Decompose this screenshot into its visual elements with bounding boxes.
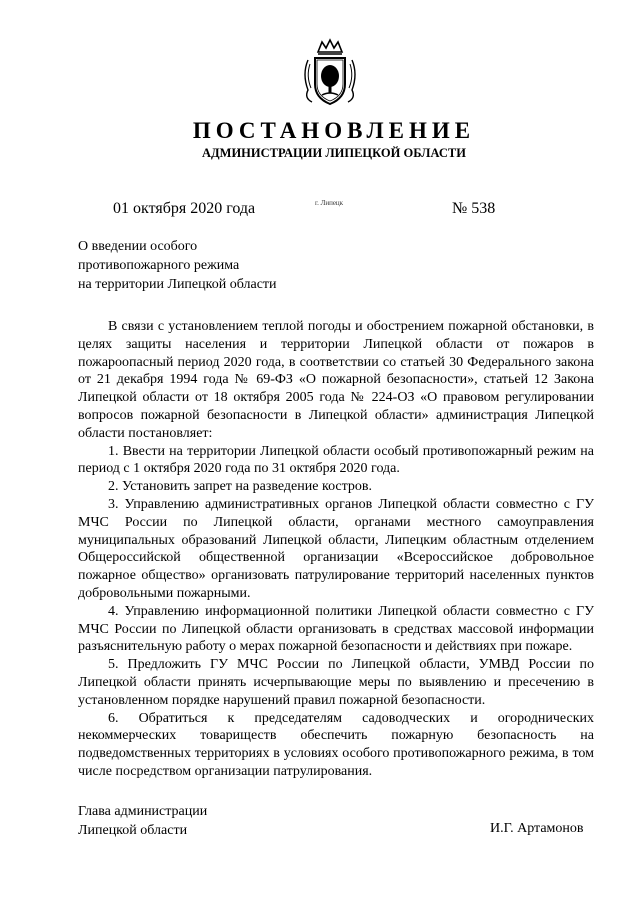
document-title: ПОСТАНОВЛЕНИЕ — [192, 118, 476, 143]
coat-of-arms-icon — [298, 38, 362, 108]
subject-line: противопожарного режима — [78, 258, 240, 273]
subject-line: на территории Липецкой области — [78, 277, 277, 292]
document-place: г. Липецк — [315, 199, 344, 207]
document-subtitle: АДМИНИСТРАЦИИ ЛИПЕЦКОЙ ОБЛАСТИ — [202, 146, 466, 160]
clause-paragraph: 2. Установить запрет на разведение костров. — [108, 479, 373, 495]
signatory-position-line: Липецкой области — [78, 823, 188, 838]
document-date: 01 октября 2020 года — [113, 200, 256, 217]
subject-line: О введении особого — [78, 239, 198, 254]
document-number: № 538 — [452, 200, 496, 217]
signatory-position — [78, 802, 207, 840]
clause-paragraph: 4. Управлению информационной политики Липецкой области совместно с ГУ МЧС России по Липецкой области организовать в средствах массовой информации разъяснительную работу о мерах пожарной безопасности и действиях при пожаре. — [78, 603, 594, 655]
clause-paragraph: 3. Управлению административных органов Липецкой области совместно с ГУ МЧС России по Липецкой области, органами местного самоуправления муниципальных образований Липецкой области, Липецким областным отделением Общероссийской общественной организации «Всероссийское добровольное пожарное общество» организовать патрулирование территорий населенных пунктов добровольными пожарными. — [78, 496, 594, 601]
preamble-paragraph: В связи с установлением теплой погоды и обострением пожарной обстановки, в целях защиты населения и территории Липецкой области от пожаров в пожароопасный период 2020 года, в соответствии со статьей 30 Федерального закона от 21 декабря 1994 года № 69-ФЗ «О пожарной безопасности», статьей 12 Закона Липецкой области от 18 октября 2005 года № 224-ОЗ «О правовом регулировании вопросов пожарной безопасности в Липецкой области» администрация Липецкой области постановляет: — [78, 319, 594, 441]
clause-paragraph: 5. Предложить ГУ МЧС России по Липецкой области, УМВД России по Липецкой области принять исчерпывающие меры по выявлению и пресечению в установленном порядке нарушений правил пожарной безопасности. — [78, 657, 594, 708]
signatory-name: И.Г. Артамонов — [490, 821, 584, 836]
signatory-position-line: Глава администрации — [78, 804, 208, 819]
clause-paragraph: 6. Обратиться к председателям садоводческих и огороднических некоммерческих товариществ обеспечить пожарную безопасность на подведомственных территориях в условиях особого противопожарного режима, в том числе посредством организации патрулирования. — [78, 710, 594, 779]
clause-paragraph: 1. Ввести на территории Липецкой области особый противопожарный режим на период с 1 октября 2020 года по 31 октября 2020 года. — [78, 443, 594, 477]
document-subject — [78, 237, 277, 294]
document-body — [78, 318, 594, 781]
